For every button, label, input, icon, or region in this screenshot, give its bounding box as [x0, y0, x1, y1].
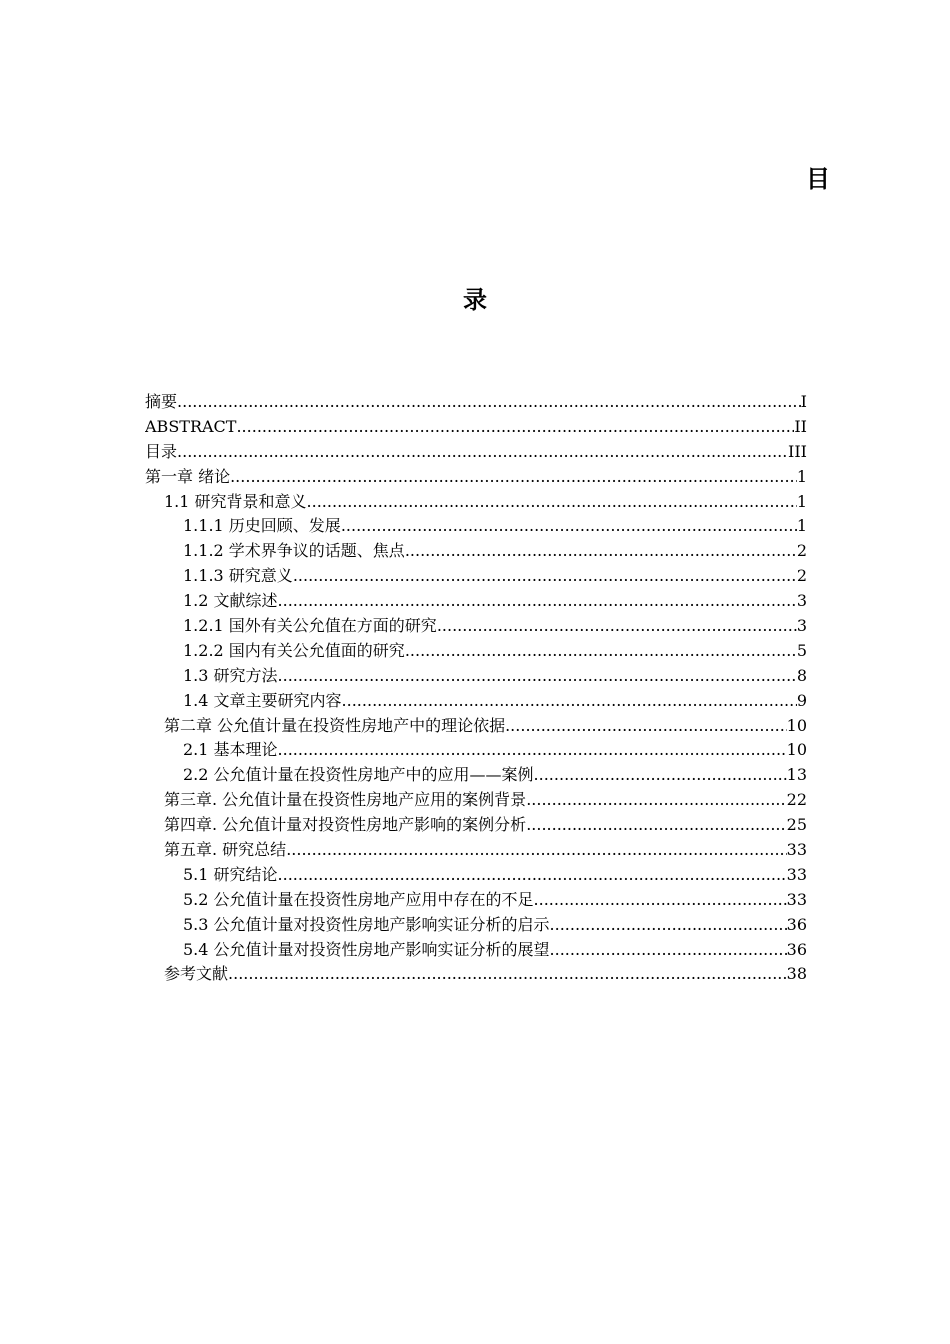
toc-dot-leader	[278, 863, 787, 888]
toc-entry[interactable]	[145, 714, 807, 739]
table-of-contents	[145, 390, 807, 987]
toc-entry-page-number: 3	[796, 616, 807, 636]
toc-dot-leader	[293, 564, 797, 589]
toc-entry[interactable]	[145, 938, 807, 963]
toc-entry-label: 1.3 研究方法	[183, 665, 278, 685]
toc-dot-leader	[342, 689, 797, 714]
toc-entry-label: 2.2 公允值计量在投资性房地产中的应用——案例	[183, 765, 534, 785]
toc-entry-label: ABSTRACT	[145, 416, 237, 436]
toc-entry-page-number: 36	[786, 914, 807, 934]
toc-dot-leader	[526, 813, 786, 838]
toc-entry[interactable]	[145, 514, 807, 539]
toc-entry-label: 5.4 公允值计量对投资性房地产影响实证分析的展望	[183, 939, 550, 959]
toc-entry-page-number: II	[794, 416, 807, 436]
toc-title-char-1: 目	[806, 165, 830, 193]
toc-dot-leader	[278, 589, 797, 614]
toc-entry-page-number: 22	[786, 790, 807, 810]
toc-dot-leader	[534, 763, 787, 788]
toc-entry-label: 1.1.3 研究意义	[183, 566, 293, 586]
toc-entry[interactable]	[145, 589, 807, 614]
toc-title-char-2: 录	[463, 286, 487, 314]
toc-dot-leader	[405, 539, 797, 564]
toc-entry-page-number: 2	[796, 566, 807, 586]
toc-entry-page-number: 2	[796, 541, 807, 561]
toc-entry-page-number: III	[788, 441, 807, 461]
toc-entry[interactable]	[145, 813, 807, 838]
toc-dot-leader	[177, 440, 788, 465]
toc-entry-label: 5.3 公允值计量对投资性房地产影响实证分析的启示	[183, 914, 550, 934]
toc-entry-label: 1.2.1 国外有关公允值在方面的研究	[183, 616, 437, 636]
toc-entry-page-number: 1	[796, 516, 807, 536]
toc-entry-label: 第一章 绪论	[145, 466, 231, 486]
toc-entry[interactable]	[145, 390, 807, 415]
toc-entry-page-number: 36	[786, 939, 807, 959]
toc-dot-leader	[177, 390, 801, 415]
toc-entry-page-number: 3	[796, 591, 807, 611]
toc-entry[interactable]	[145, 788, 807, 813]
toc-dot-leader	[550, 938, 787, 963]
toc-entry[interactable]	[145, 664, 807, 689]
toc-entry[interactable]	[145, 838, 807, 863]
toc-entry[interactable]	[145, 415, 807, 440]
toc-entry-label: 1.4 文章主要研究内容	[183, 690, 342, 710]
toc-entry-label: 1.1.2 学术界争议的话题、焦点	[183, 541, 405, 561]
toc-entry-label: 1.1.1 历史回顾、发展	[183, 516, 341, 536]
toc-entry-page-number: 25	[786, 815, 807, 835]
toc-entry-label: 2.1 基本理论	[183, 740, 278, 760]
toc-entry[interactable]	[145, 689, 807, 714]
toc-entry-label: 参考文献	[164, 964, 229, 984]
toc-entry-page-number: 10	[786, 715, 807, 735]
toc-dot-leader	[236, 415, 794, 440]
toc-entry-label: 摘要	[145, 392, 178, 411]
toc-entry-page-number: 33	[786, 864, 807, 884]
toc-dot-leader	[550, 913, 787, 938]
toc-dot-leader	[437, 614, 797, 639]
toc-entry[interactable]	[145, 763, 807, 788]
toc-dot-leader	[341, 514, 797, 539]
toc-dot-leader	[228, 962, 787, 987]
toc-entry[interactable]	[145, 639, 807, 664]
toc-entry-label: 第三章. 公允值计量在投资性房地产应用的案例背景	[164, 790, 527, 810]
toc-entry-page-number: 8	[796, 665, 807, 685]
toc-entry-page-number: 1	[796, 466, 807, 486]
toc-dot-leader	[278, 738, 787, 763]
toc-entry-page-number: 33	[786, 889, 807, 909]
toc-entry[interactable]	[145, 863, 807, 888]
toc-entry-page-number: 1	[796, 491, 807, 511]
toc-entry[interactable]	[145, 738, 807, 763]
toc-entry[interactable]	[145, 564, 807, 589]
toc-dot-leader	[307, 490, 797, 515]
toc-entry[interactable]	[145, 440, 807, 465]
toc-entry-label: 目录	[145, 441, 178, 461]
toc-entry-label: 5.2 公允值计量在投资性房地产应用中存在的不足	[183, 889, 534, 909]
toc-entry[interactable]	[145, 913, 807, 938]
toc-dot-leader	[286, 838, 786, 863]
toc-dot-leader	[278, 664, 797, 689]
toc-entry[interactable]	[145, 888, 807, 913]
toc-dot-leader	[534, 888, 787, 913]
toc-dot-leader	[505, 714, 787, 739]
toc-entry-page-number: 38	[786, 964, 807, 984]
toc-entry-label: 1.2.2 国内有关公允值面的研究	[183, 640, 405, 660]
toc-dot-leader	[405, 639, 797, 664]
toc-entry-label: 第五章. 研究总结	[164, 840, 287, 860]
toc-entry[interactable]	[145, 614, 807, 639]
toc-entry-page-number: I	[800, 392, 807, 411]
toc-entry-label: 5.1 研究结论	[183, 864, 278, 884]
toc-entry[interactable]	[145, 465, 807, 490]
toc-entry-page-number: 5	[796, 640, 807, 660]
toc-entry-label: 1.1 研究背景和意义	[164, 491, 307, 511]
toc-entry-label: 第四章. 公允值计量对投资性房地产影响的案例分析	[164, 815, 527, 835]
toc-entry[interactable]	[145, 962, 807, 987]
toc-entry-page-number: 33	[786, 840, 807, 860]
toc-entry-page-number: 9	[796, 690, 807, 710]
toc-entry-label: 1.2 文献综述	[183, 591, 278, 611]
toc-entry-page-number: 10	[786, 740, 807, 760]
toc-dot-leader	[526, 788, 786, 813]
toc-entry[interactable]	[145, 490, 807, 515]
toc-entry-label: 第二章 公允值计量在投资性房地产中的理论依据	[164, 715, 506, 735]
toc-entry-page-number: 13	[786, 765, 807, 785]
toc-dot-leader	[230, 465, 797, 490]
toc-entry[interactable]	[145, 539, 807, 564]
